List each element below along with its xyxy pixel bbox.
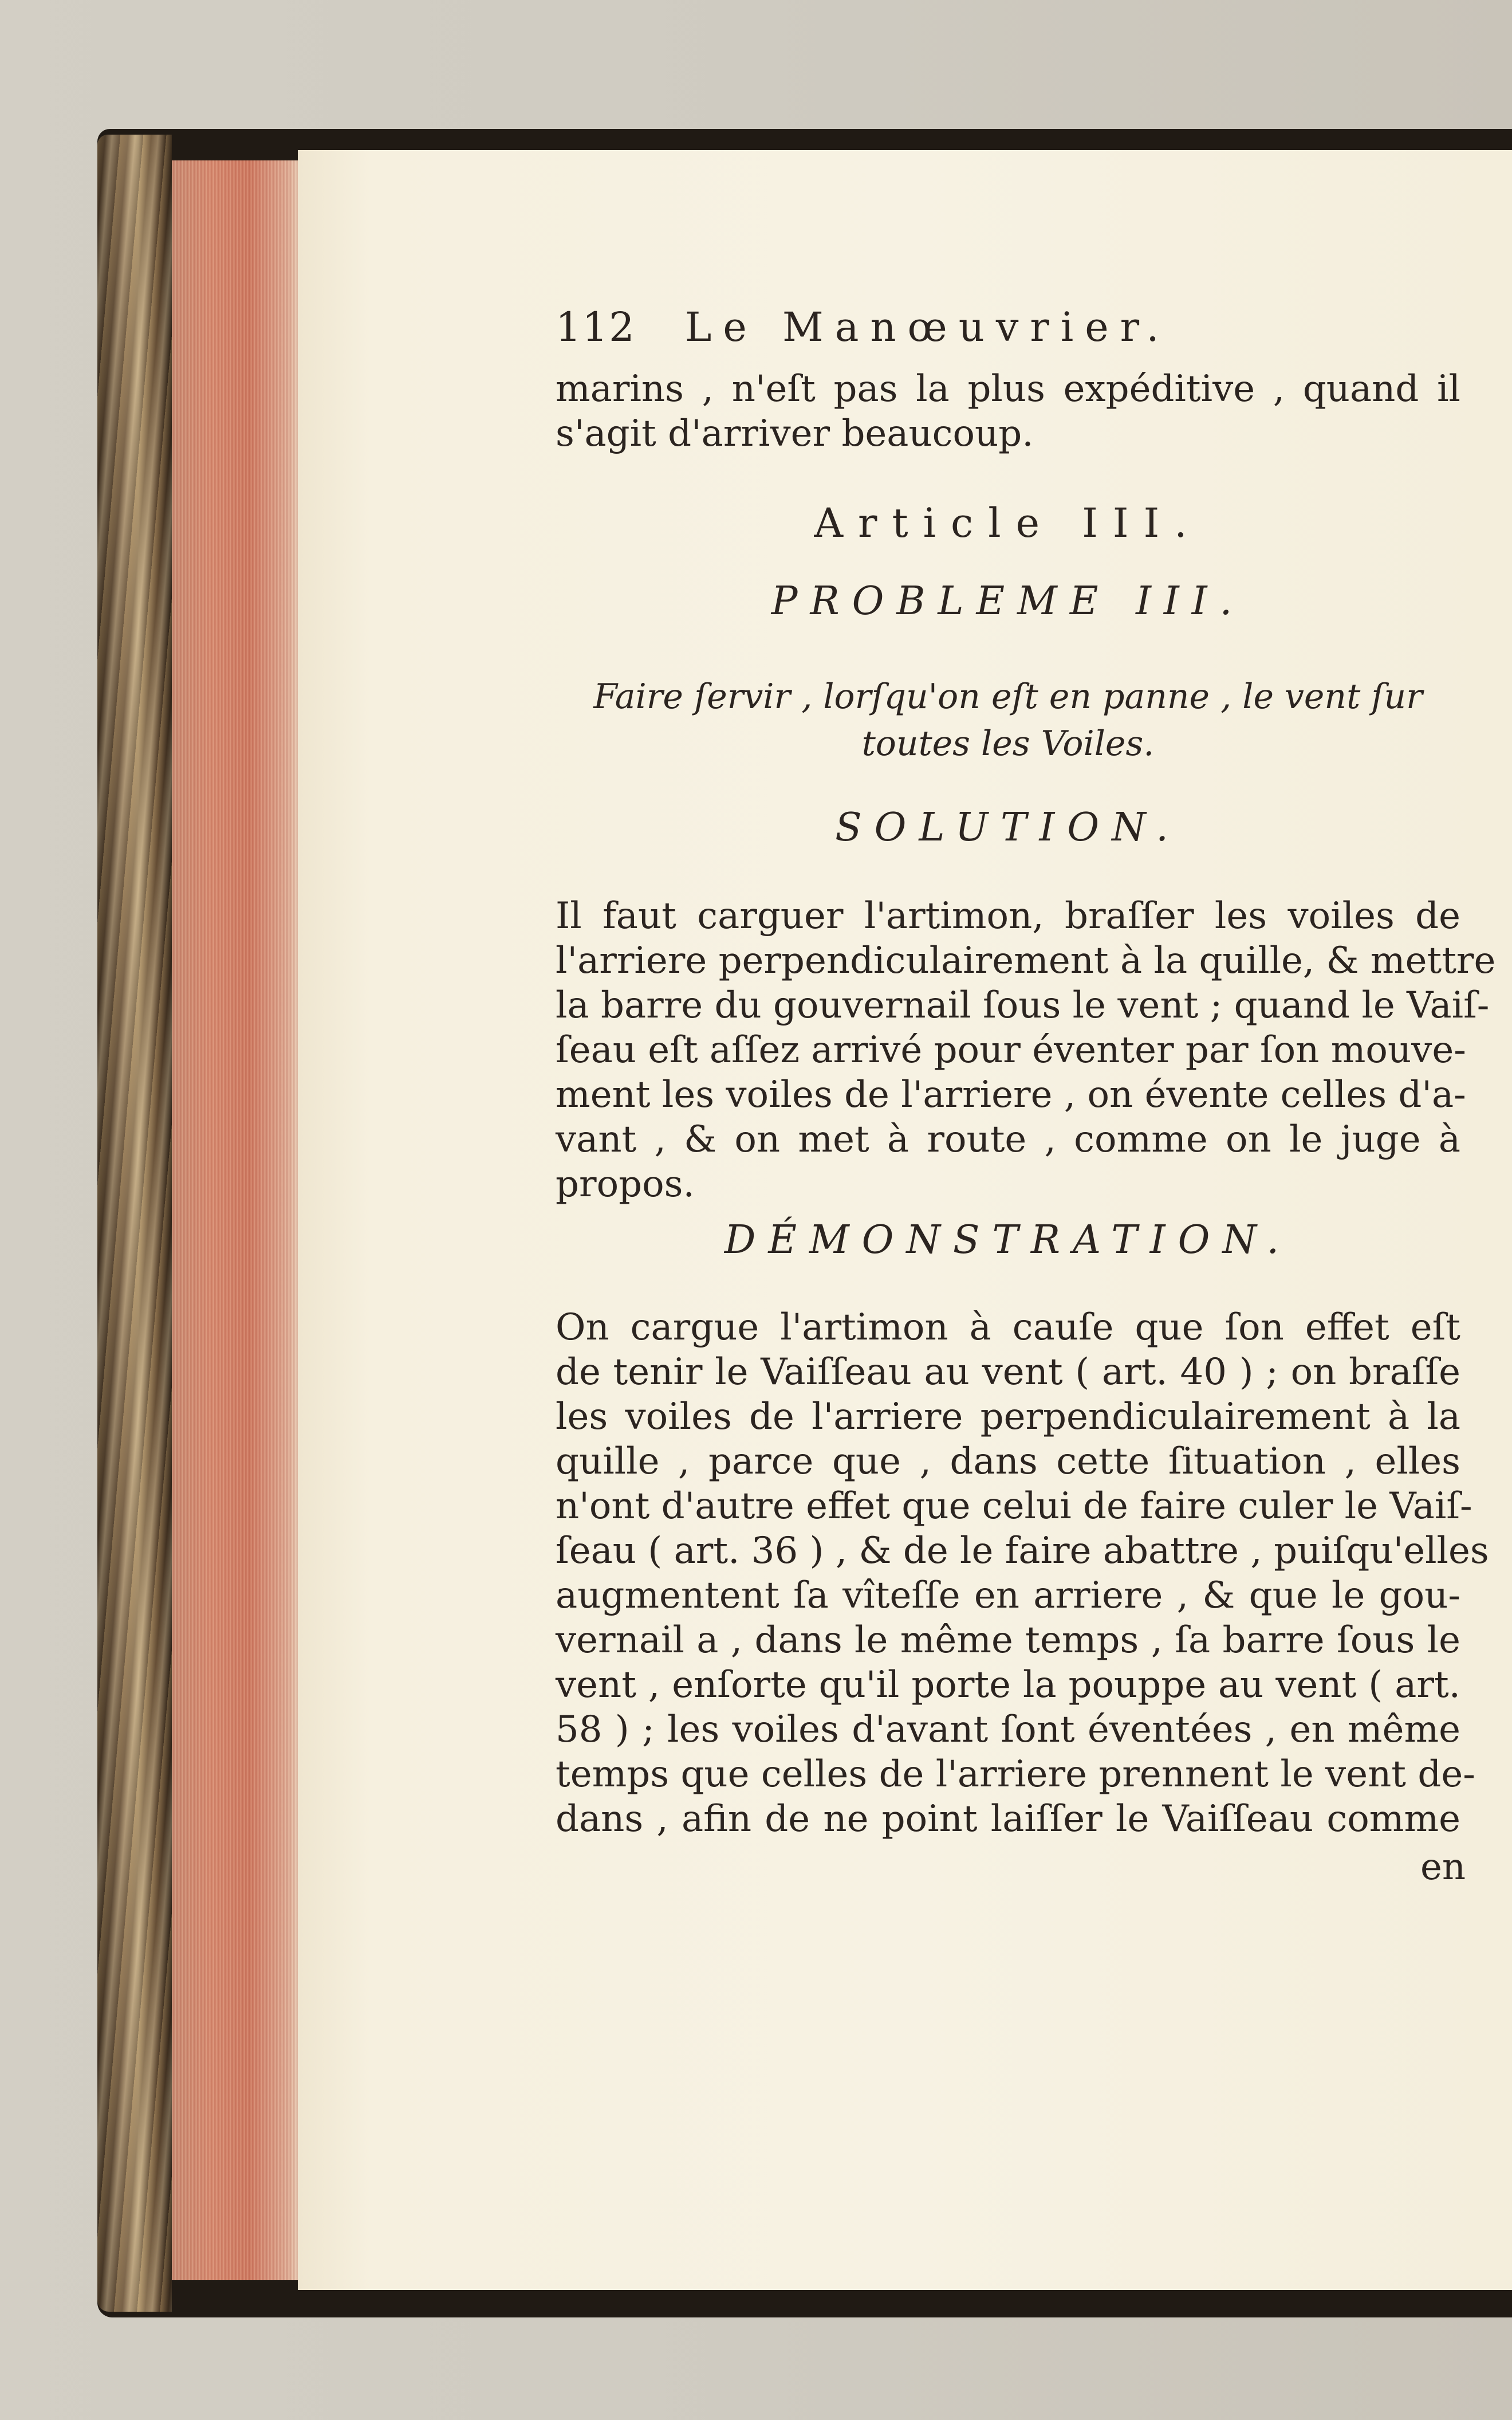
running-title: Le Manœuvrier. xyxy=(684,304,1171,351)
demonstration-line: augmentent ſa vîteſſe en arriere , & que le gou- xyxy=(556,1574,1460,1617)
solution-line: ment les voiles de l'arriere , on évente celles d'a- xyxy=(556,1074,1466,1116)
solution-line: vant , & on met à route , comme on le juge à xyxy=(556,1118,1460,1161)
article-heading: Article III. xyxy=(814,500,1202,547)
solution-line: la barre du gouvernail ſous le vent ; quand le Vaiſ- xyxy=(556,984,1490,1027)
solution-line: propos. xyxy=(556,1163,695,1205)
solution-line: ſeau eſt aſſez arrivé pour éventer par ſon mouve- xyxy=(556,1029,1466,1071)
page-number: 112 xyxy=(556,304,636,351)
enunciation-line: toutes les Voiles. xyxy=(861,724,1155,764)
demonstration-line: vent , enſorte qu'il porte la pouppe au vent ( art. xyxy=(556,1664,1460,1706)
demonstration-line: On cargue l'artimon à cauſe que ſon effet eſt xyxy=(556,1306,1460,1349)
solution-line: l'arriere perpendiculairement à la quille, & mettre xyxy=(556,940,1496,982)
demonstration-line: ſeau ( art. 36 ) , & de le faire abattre , puiſqu'elles xyxy=(556,1530,1489,1572)
problem-heading: PROBLEME III. xyxy=(771,579,1245,624)
demonstration-line: vernail a , dans le même temps , ſa barre ſous le xyxy=(556,1619,1460,1661)
intro-line: marins , n'eſt pas la plus expéditive , quand il xyxy=(556,368,1460,410)
demonstration-line: n'ont d'autre effet que celui de faire culer le Vaiſ- xyxy=(556,1485,1472,1527)
page-edges xyxy=(172,160,301,2280)
book-spine xyxy=(97,135,172,2312)
solution-heading: SOLUTION. xyxy=(835,805,1181,850)
demonstration-line: quille , parce que , dans cette ſituation , elles xyxy=(556,1440,1460,1483)
catchword: en xyxy=(1420,1846,1466,1888)
intro-line: s'agit d'arriver beaucoup. xyxy=(556,412,1034,455)
demonstration-line: de tenir le Vaiſſeau au vent ( art. 40 ) ; on braſſe xyxy=(556,1351,1460,1393)
demonstration-line: les voiles de l'arriere perpendiculairement à la xyxy=(556,1396,1460,1438)
solution-line: Il faut carguer l'artimon, braſſer les voiles de xyxy=(556,895,1460,937)
enunciation-line: Faire ſervir , lorſqu'on eſt en panne , le vent ſur xyxy=(593,677,1423,717)
demonstration-line: dans , afin de ne point laiſſer le Vaiſſeau comme xyxy=(556,1798,1460,1840)
demonstration-heading: DÉMONSTRATION. xyxy=(724,1217,1292,1263)
demonstration-line: temps que celles de l'arriere prennent le vent de- xyxy=(556,1753,1475,1796)
demonstration-line: 58 ) ; les voiles d'avant ſont éventées , en même xyxy=(556,1708,1460,1751)
running-head xyxy=(556,304,1501,351)
